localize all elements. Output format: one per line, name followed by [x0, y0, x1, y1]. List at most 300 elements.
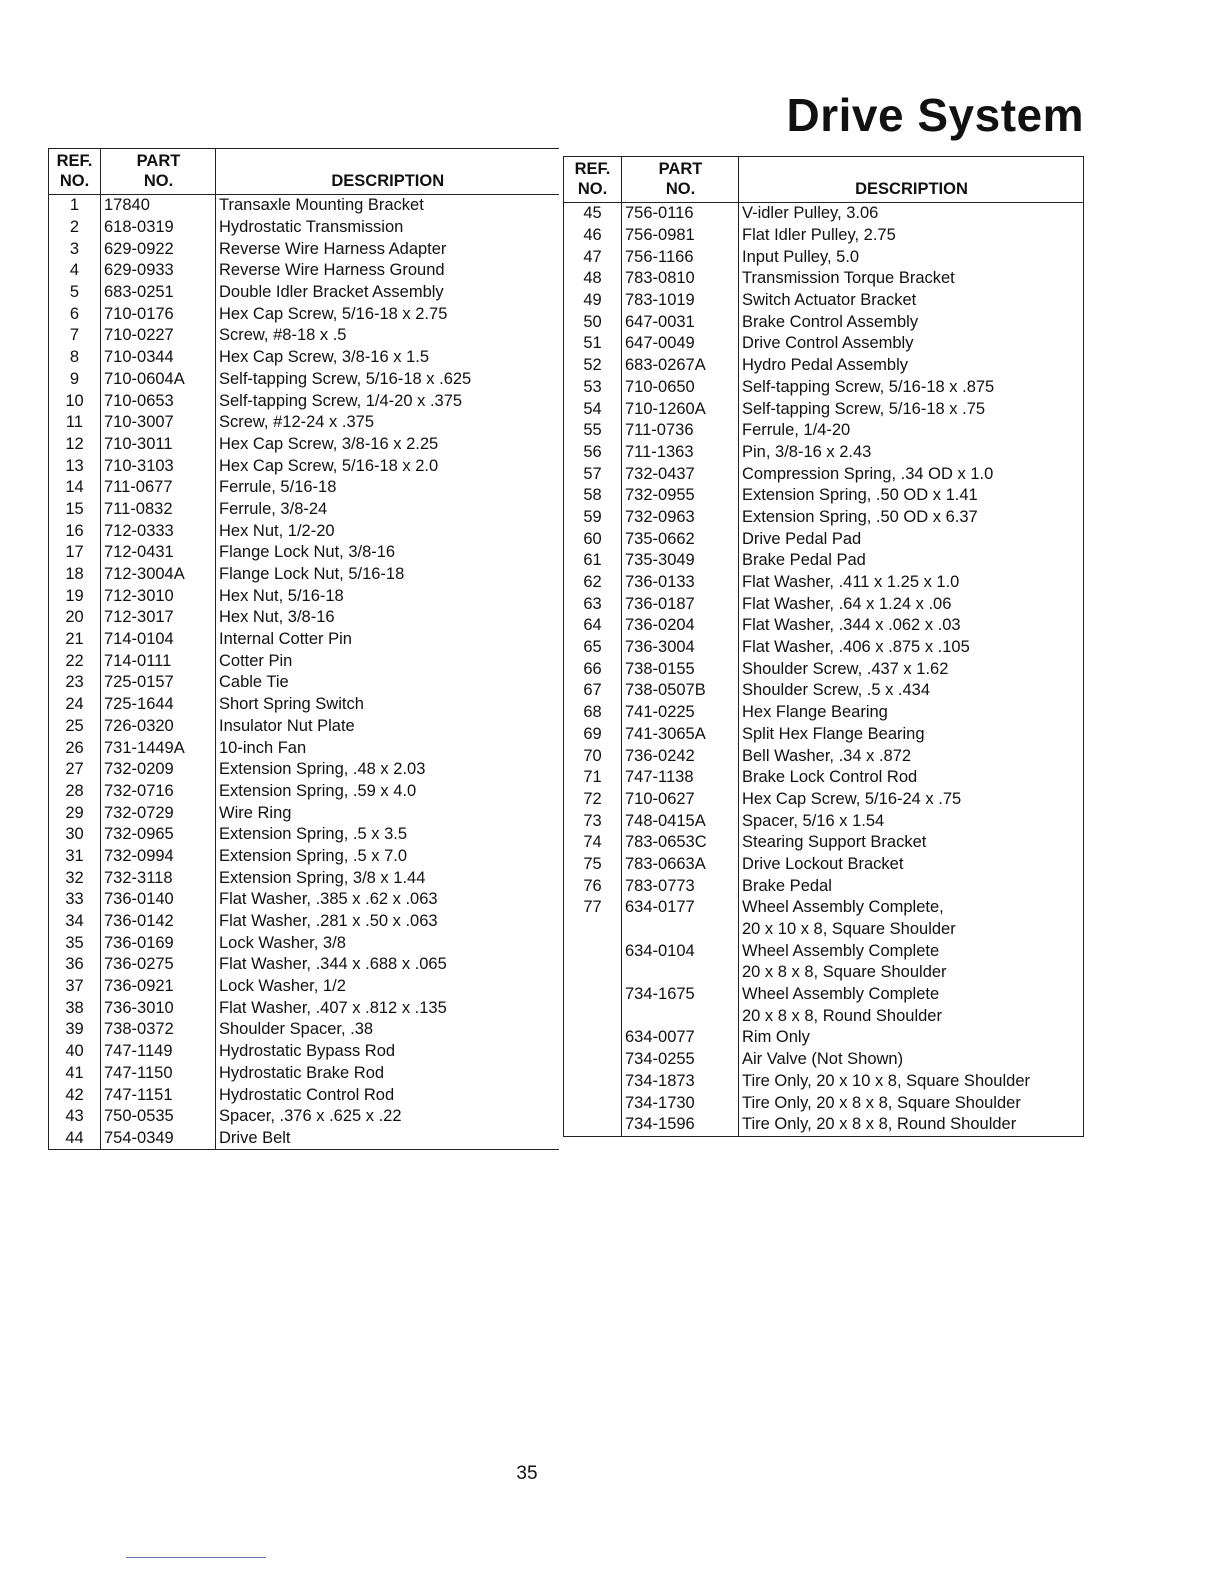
ref-no-cell: 1 [49, 195, 101, 217]
ref-no-cell: 30 [49, 824, 101, 846]
table-row [49, 954, 559, 976]
table-row [49, 564, 559, 586]
description-cell: Extension Spring, 3/8 x 1.44 [216, 867, 559, 889]
description-cell: Drive Lockout Bracket [739, 854, 1084, 876]
ref-no-cell: 65 [564, 637, 622, 659]
part-no-cell: 712-0431 [101, 542, 216, 564]
ref-no-cell: 11 [49, 412, 101, 434]
part-no-cell: 732-0963 [622, 507, 739, 529]
description-cell: Hex Flange Bearing [739, 702, 1084, 724]
description-cell: Flat Washer, .344 x .688 x .065 [216, 954, 559, 976]
description-cell: Brake Lock Control Rod [739, 767, 1084, 789]
table-row [49, 434, 559, 456]
part-no-cell: 736-0275 [101, 954, 216, 976]
part-no-cell: 710-0604A [101, 369, 216, 391]
part-no-cell: 736-0133 [622, 572, 739, 594]
part-no-header [622, 157, 739, 203]
part-no-cell: 710-3103 [101, 455, 216, 477]
description-header: DESCRIPTION [216, 149, 559, 195]
part-no-cell: 736-0142 [101, 911, 216, 933]
ref-no-cell: 29 [49, 802, 101, 824]
part-no-cell: 747-1149 [101, 1041, 216, 1063]
part-no-cell: 712-3017 [101, 607, 216, 629]
ref-no-cell: 25 [49, 716, 101, 738]
table-row [49, 1041, 559, 1063]
table-row [49, 911, 559, 933]
table-row [49, 585, 559, 607]
part-no-cell: 736-0140 [101, 889, 216, 911]
table-row [564, 724, 1084, 746]
part-no-cell: 711-0677 [101, 477, 216, 499]
table-row [49, 260, 559, 282]
description-cell: Drive Belt [216, 1128, 559, 1150]
ref-no-cell: 56 [564, 442, 622, 464]
ref-header-line1: REF. [574, 160, 611, 178]
table-row [49, 477, 559, 499]
parts-table-left [48, 148, 559, 1150]
description-cell: Spacer, 5/16 x 1.54 [739, 810, 1084, 832]
table-row [49, 1019, 559, 1041]
part-no-cell: 710-0627 [622, 789, 739, 811]
part-no-cell [622, 1005, 739, 1027]
description-cell: Extension Spring, .50 OD x 1.41 [739, 485, 1084, 507]
ref-no-cell: 71 [564, 767, 622, 789]
table-row [564, 442, 1084, 464]
table-row [49, 325, 559, 347]
table-row [564, 984, 1084, 1006]
ref-no-cell [564, 919, 622, 941]
part-no-cell: 734-1675 [622, 984, 739, 1006]
description-cell: Shoulder Screw, .5 x .434 [739, 680, 1084, 702]
table-row [49, 1128, 559, 1150]
table-row [564, 615, 1084, 637]
ref-no-cell: 17 [49, 542, 101, 564]
description-cell: Screw, #8-18 x .5 [216, 325, 559, 347]
table-row [49, 217, 559, 239]
table-row [49, 781, 559, 803]
ref-header-line2: NO. [577, 180, 608, 198]
ref-no-cell [564, 1092, 622, 1114]
description-cell: Split Hex Flange Bearing [739, 724, 1084, 746]
part-no-cell: 738-0507B [622, 680, 739, 702]
ref-no-cell: 67 [564, 680, 622, 702]
ref-no-cell: 15 [49, 499, 101, 521]
description-cell: Wire Ring [216, 802, 559, 824]
description-cell: Hydrostatic Brake Rod [216, 1063, 559, 1085]
table-row [564, 637, 1084, 659]
ref-no-cell: 64 [564, 615, 622, 637]
table-row [49, 390, 559, 412]
part-no-cell: 710-0653 [101, 390, 216, 412]
part-no-cell: 732-3118 [101, 867, 216, 889]
part-header-line1: PART [136, 152, 181, 170]
part-no-cell: 754-0349 [101, 1128, 216, 1150]
part-no-cell: 756-0116 [622, 203, 739, 225]
description-cell: Extension Spring, .5 x 7.0 [216, 846, 559, 868]
part-no-cell: 712-3010 [101, 585, 216, 607]
description-cell: Compression Spring, .34 OD x 1.0 [739, 463, 1084, 485]
ref-no-cell: 41 [49, 1063, 101, 1085]
description-cell: Flat Washer, .411 x 1.25 x 1.0 [739, 572, 1084, 594]
ref-no-cell: 43 [49, 1106, 101, 1128]
part-header-line2: NO. [665, 180, 696, 198]
description-cell: Drive Pedal Pad [739, 528, 1084, 550]
description-cell: Pin, 3/8-16 x 2.43 [739, 442, 1084, 464]
table-row [564, 528, 1084, 550]
part-no-cell: 736-0242 [622, 745, 739, 767]
ref-no-cell: 63 [564, 593, 622, 615]
table-row [49, 238, 559, 260]
parts-table-right [563, 156, 1084, 1137]
description-cell: Drive Control Assembly [739, 333, 1084, 355]
table-row [564, 1114, 1084, 1136]
description-cell: 20 x 8 x 8, Round Shoulder [739, 1005, 1084, 1027]
ref-no-cell: 46 [564, 225, 622, 247]
ref-no-cell: 24 [49, 694, 101, 716]
ref-no-cell: 47 [564, 246, 622, 268]
description-cell: Hex Cap Screw, 5/16-24 x .75 [739, 789, 1084, 811]
ref-no-cell: 77 [564, 897, 622, 919]
table-row [564, 1071, 1084, 1093]
ref-no-cell: 12 [49, 434, 101, 456]
ref-no-cell: 35 [49, 932, 101, 954]
part-no-cell: 741-0225 [622, 702, 739, 724]
description-cell: Switch Actuator Bracket [739, 290, 1084, 312]
ref-no-cell: 6 [49, 303, 101, 325]
table-row [49, 542, 559, 564]
table-row [49, 737, 559, 759]
page-number: 35 [516, 1463, 538, 1484]
description-cell: Self-tapping Screw, 5/16-18 x .875 [739, 377, 1084, 399]
description-cell: Flange Lock Nut, 5/16-18 [216, 564, 559, 586]
table-row [49, 607, 559, 629]
table-row [564, 854, 1084, 876]
description-cell: Lock Washer, 1/2 [216, 976, 559, 998]
table-row [49, 1063, 559, 1085]
description-cell: Hex Nut, 5/16-18 [216, 585, 559, 607]
description-cell: Flat Washer, .406 x .875 x .105 [739, 637, 1084, 659]
part-no-cell: 734-1596 [622, 1114, 739, 1136]
part-no-cell: 731-1449A [101, 737, 216, 759]
ref-no-cell: 57 [564, 463, 622, 485]
ref-no-cell [564, 1005, 622, 1027]
part-no-cell: 17840 [101, 195, 216, 217]
ref-no-cell: 22 [49, 650, 101, 672]
part-no-cell: 710-0344 [101, 347, 216, 369]
ref-no-cell: 44 [49, 1128, 101, 1150]
part-no-cell: 634-0104 [622, 940, 739, 962]
ref-no-cell: 73 [564, 810, 622, 832]
description-cell: Cable Tie [216, 672, 559, 694]
description-cell: Extension Spring, .48 x 2.03 [216, 759, 559, 781]
description-cell: Wheel Assembly Complete [739, 940, 1084, 962]
description-cell: Hex Cap Screw, 3/8-16 x 1.5 [216, 347, 559, 369]
ref-no-cell: 74 [564, 832, 622, 854]
description-cell: Flat Idler Pulley, 2.75 [739, 225, 1084, 247]
part-no-cell: 747-1138 [622, 767, 739, 789]
part-no-cell: 647-0031 [622, 311, 739, 333]
table-row [564, 767, 1084, 789]
description-cell: Ferrule, 1/4-20 [739, 420, 1084, 442]
ref-no-cell [564, 1049, 622, 1071]
table-row [49, 650, 559, 672]
description-cell: Hex Nut, 1/2-20 [216, 520, 559, 542]
ref-no-cell: 45 [564, 203, 622, 225]
ref-no-cell: 8 [49, 347, 101, 369]
description-cell: Spacer, .376 x .625 x .22 [216, 1106, 559, 1128]
table-row [564, 680, 1084, 702]
description-cell: Insulator Nut Plate [216, 716, 559, 738]
part-no-cell: 634-0177 [622, 897, 739, 919]
ref-no-cell: 68 [564, 702, 622, 724]
ref-no-cell: 4 [49, 260, 101, 282]
description-cell: Internal Cotter Pin [216, 629, 559, 651]
table-row [564, 789, 1084, 811]
table-row [49, 889, 559, 911]
table-row [49, 303, 559, 325]
ref-no-cell: 10 [49, 390, 101, 412]
description-cell: Hydro Pedal Assembly [739, 355, 1084, 377]
table-row [49, 195, 559, 217]
ref-no-cell [564, 962, 622, 984]
part-no-cell: 783-0653C [622, 832, 739, 854]
part-no-cell: 734-1730 [622, 1092, 739, 1114]
part-no-cell: 735-0662 [622, 528, 739, 550]
table-row [564, 919, 1084, 941]
table-row [564, 463, 1084, 485]
table-row [564, 507, 1084, 529]
description-cell: Brake Pedal [739, 875, 1084, 897]
description-cell: Hex Nut, 3/8-16 [216, 607, 559, 629]
table-row [49, 520, 559, 542]
part-no-cell: 710-0227 [101, 325, 216, 347]
ref-no-cell [564, 1114, 622, 1136]
footer-rule [126, 1557, 266, 1558]
ref-no-cell: 61 [564, 550, 622, 572]
part-no-cell: 710-1260A [622, 398, 739, 420]
ref-no-cell: 52 [564, 355, 622, 377]
ref-no-cell: 42 [49, 1084, 101, 1106]
part-no-cell: 783-0810 [622, 268, 739, 290]
part-no-cell: 736-0204 [622, 615, 739, 637]
page-title: Drive System [786, 89, 1084, 141]
part-no-cell: 618-0319 [101, 217, 216, 239]
table-row [49, 1106, 559, 1128]
part-no-cell: 734-1873 [622, 1071, 739, 1093]
part-no-cell: 726-0320 [101, 716, 216, 738]
part-header-line1: PART [658, 160, 703, 178]
table-row [49, 846, 559, 868]
description-cell: Flat Washer, .385 x .62 x .063 [216, 889, 559, 911]
table-row [564, 897, 1084, 919]
ref-no-cell: 53 [564, 377, 622, 399]
description-cell: Lock Washer, 3/8 [216, 932, 559, 954]
ref-no-cell: 51 [564, 333, 622, 355]
part-no-cell: 748-0415A [622, 810, 739, 832]
ref-no-cell: 49 [564, 290, 622, 312]
description-cell: Short Spring Switch [216, 694, 559, 716]
table-row [564, 1005, 1084, 1027]
ref-no-cell [564, 984, 622, 1006]
description-cell: Hydrostatic Control Rod [216, 1084, 559, 1106]
description-cell: Extension Spring, .50 OD x 6.37 [739, 507, 1084, 529]
table-row [49, 282, 559, 304]
ref-no-cell: 69 [564, 724, 622, 746]
ref-no-cell: 14 [49, 477, 101, 499]
part-no-cell: 783-0773 [622, 875, 739, 897]
description-cell: Tire Only, 20 x 10 x 8, Square Shoulder [739, 1071, 1084, 1093]
table-row [49, 369, 559, 391]
ref-no-cell: 62 [564, 572, 622, 594]
table-row [564, 246, 1084, 268]
table-row [49, 455, 559, 477]
description-header: DESCRIPTION [739, 157, 1084, 203]
part-no-cell: 783-0663A [622, 854, 739, 876]
part-no-cell: 735-3049 [622, 550, 739, 572]
description-cell: Hydrostatic Transmission [216, 217, 559, 239]
ref-no-cell: 55 [564, 420, 622, 442]
part-no-cell: 732-0965 [101, 824, 216, 846]
description-cell: Brake Pedal Pad [739, 550, 1084, 572]
description-cell: Transaxle Mounting Bracket [216, 195, 559, 217]
ref-no-cell: 39 [49, 1019, 101, 1041]
description-cell: Flat Washer, .407 x .812 x .135 [216, 997, 559, 1019]
ref-no-cell: 70 [564, 745, 622, 767]
description-cell: Reverse Wire Harness Adapter [216, 238, 559, 260]
ref-no-cell: 28 [49, 781, 101, 803]
table-row [564, 1049, 1084, 1071]
table-row [49, 867, 559, 889]
description-cell: Flat Washer, .64 x 1.24 x .06 [739, 593, 1084, 615]
part-no-cell: 736-3004 [622, 637, 739, 659]
ref-header-line1: REF. [56, 152, 93, 170]
ref-no-header [564, 157, 622, 203]
description-cell: 10-inch Fan [216, 737, 559, 759]
table-row [564, 940, 1084, 962]
table-row [564, 225, 1084, 247]
part-no-cell: 756-1166 [622, 246, 739, 268]
ref-no-cell: 37 [49, 976, 101, 998]
description-cell: Screw, #12-24 x .375 [216, 412, 559, 434]
part-no-cell: 747-1151 [101, 1084, 216, 1106]
ref-header-line2: NO. [59, 172, 90, 190]
ref-no-cell: 2 [49, 217, 101, 239]
ref-no-cell: 60 [564, 528, 622, 550]
table-row [564, 355, 1084, 377]
table-row [564, 333, 1084, 355]
part-no-cell: 712-0333 [101, 520, 216, 542]
description-cell: Self-tapping Screw, 1/4-20 x .375 [216, 390, 559, 412]
part-no-cell: 711-1363 [622, 442, 739, 464]
description-cell: Shoulder Spacer, .38 [216, 1019, 559, 1041]
part-no-cell: 741-3065A [622, 724, 739, 746]
table-row [564, 398, 1084, 420]
ref-no-cell: 54 [564, 398, 622, 420]
part-no-cell: 732-0955 [622, 485, 739, 507]
table-row [49, 629, 559, 651]
table-row [564, 658, 1084, 680]
ref-no-cell: 38 [49, 997, 101, 1019]
table-row [564, 1027, 1084, 1049]
table-row [564, 1092, 1084, 1114]
part-no-cell: 712-3004A [101, 564, 216, 586]
ref-no-cell: 21 [49, 629, 101, 651]
ref-no-cell: 27 [49, 759, 101, 781]
table-header-row [564, 157, 1084, 203]
ref-no-cell: 5 [49, 282, 101, 304]
ref-no-cell: 50 [564, 311, 622, 333]
description-cell: Transmission Torque Bracket [739, 268, 1084, 290]
part-no-cell: 710-3007 [101, 412, 216, 434]
part-no-cell: 629-0922 [101, 238, 216, 260]
part-no-cell: 710-0176 [101, 303, 216, 325]
description-cell: Rim Only [739, 1027, 1084, 1049]
part-no-cell: 738-0372 [101, 1019, 216, 1041]
ref-no-header [49, 149, 101, 195]
ref-no-cell [564, 1027, 622, 1049]
part-no-cell: 634-0077 [622, 1027, 739, 1049]
ref-no-cell: 34 [49, 911, 101, 933]
part-no-cell: 738-0155 [622, 658, 739, 680]
table-row [564, 593, 1084, 615]
table-row [49, 802, 559, 824]
table-row [564, 550, 1084, 572]
description-cell: Reverse Wire Harness Ground [216, 260, 559, 282]
ref-no-cell: 48 [564, 268, 622, 290]
table-row [49, 824, 559, 846]
part-no-cell: 732-0994 [101, 846, 216, 868]
table-row [49, 759, 559, 781]
description-cell: Tire Only, 20 x 8 x 8, Round Shoulder [739, 1114, 1084, 1136]
ref-no-cell: 9 [49, 369, 101, 391]
ref-no-cell: 31 [49, 846, 101, 868]
part-no-cell: 683-0267A [622, 355, 739, 377]
table-row [49, 412, 559, 434]
ref-no-cell: 7 [49, 325, 101, 347]
table-row [49, 716, 559, 738]
ref-no-cell: 32 [49, 867, 101, 889]
table-row [564, 702, 1084, 724]
table-row [49, 932, 559, 954]
description-cell: Hex Cap Screw, 3/8-16 x 2.25 [216, 434, 559, 456]
ref-no-cell: 59 [564, 507, 622, 529]
description-cell: 20 x 8 x 8, Square Shoulder [739, 962, 1084, 984]
ref-no-cell [564, 940, 622, 962]
part-no-cell: 736-0187 [622, 593, 739, 615]
description-cell: Hex Cap Screw, 5/16-18 x 2.75 [216, 303, 559, 325]
description-cell: 20 x 10 x 8, Square Shoulder [739, 919, 1084, 941]
part-no-cell: 711-0832 [101, 499, 216, 521]
part-no-cell: 725-1644 [101, 694, 216, 716]
description-cell: Extension Spring, .59 x 4.0 [216, 781, 559, 803]
description-cell: Flat Washer, .281 x .50 x .063 [216, 911, 559, 933]
description-cell: Flange Lock Nut, 3/8-16 [216, 542, 559, 564]
table-row [49, 672, 559, 694]
part-no-cell: 736-0169 [101, 932, 216, 954]
description-cell: V-idler Pulley, 3.06 [739, 203, 1084, 225]
table-row [564, 572, 1084, 594]
ref-no-cell: 40 [49, 1041, 101, 1063]
table-row [564, 290, 1084, 312]
table-row [564, 377, 1084, 399]
description-cell: Tire Only, 20 x 8 x 8, Square Shoulder [739, 1092, 1084, 1114]
part-no-cell: 714-0111 [101, 650, 216, 672]
description-cell: Air Valve (Not Shown) [739, 1049, 1084, 1071]
part-no-cell [622, 919, 739, 941]
part-header-line2: NO. [143, 172, 174, 190]
description-cell: Ferrule, 5/16-18 [216, 477, 559, 499]
table-row [564, 203, 1084, 225]
